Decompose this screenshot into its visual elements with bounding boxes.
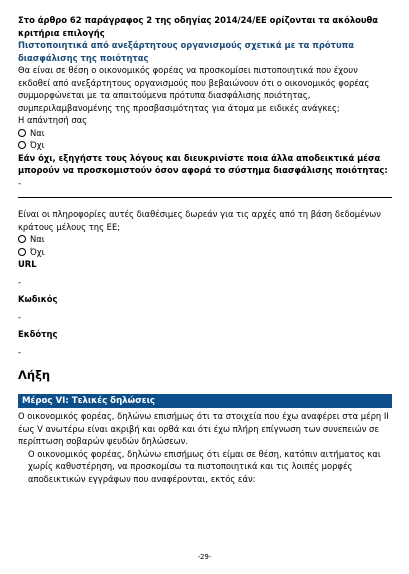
option-label: Ναι	[30, 234, 45, 244]
end-title: Λήξη	[18, 368, 51, 382]
code-label: Κωδικός	[18, 294, 58, 304]
option-label: Όχι	[30, 246, 45, 257]
availability-option-no[interactable]	[18, 246, 392, 259]
answer-label: Η απάντησή σας	[18, 115, 88, 125]
option-no[interactable]	[18, 139, 392, 152]
part6-paragraph-1: Ο οικονομικός φορέας, δηλώνω επισήμως ότι τα στοιχεία που έχω αναφέρει στα μέρη ΙΙ έως V ανωτέρω είναι ακριβή και ορθά και ότι έχω πλήρη επίγνωση των συνεπειών σε περίπτωση σοβαρών ψευδών δηλώσεων.	[18, 411, 389, 446]
if-no-question: Εάν όχι, εξηγήστε τους λόγους και διευκρινίστε ποια άλλα αποδεικτικά μέσα μπορούν να προσκομιστούν όσον αφορά το σύστημα διασφάλισης ποιότητας:	[18, 152, 388, 175]
option-label: Ναι	[30, 127, 45, 138]
issuer-value: -	[18, 346, 22, 357]
availability-option-yes[interactable]	[18, 233, 392, 246]
radio-icon[interactable]	[18, 235, 26, 243]
url-value: -	[18, 276, 22, 287]
issuer-label: Εκδότης	[18, 329, 58, 339]
url-label: URL	[18, 259, 37, 269]
part6-banner: Μέρος VI: Τελικές δηλώσεις	[18, 394, 392, 408]
header-text: Στο άρθρο 62 παράγραφος 2 της οδηγίας 2014/24/ΕΕ ορίζονται τα ακόλουθα κριτήρια επιλογής	[18, 15, 379, 38]
if-no-value: -	[18, 177, 22, 188]
option-label: Όχι	[30, 140, 45, 150]
divider	[18, 197, 392, 198]
option-yes[interactable]	[18, 127, 392, 140]
page-number: -29-	[197, 553, 212, 561]
radio-icon[interactable]	[18, 129, 26, 137]
code-value: -	[18, 311, 22, 322]
certificates-title: Πιστοποιητικά από ανεξάρτητους οργανισμούς σχετικά με τα πρότυπα διασφάλισης της ποιότητας	[18, 40, 355, 63]
part6-paragraph-2: Ο οικονομικός φορέας, δηλώνω επισήμως ότι είμαι σε θέση, κατόπιν αιτήματος και χωρίς καθυστέρηση, να προσκομίσω τα πιστοποιητικά και τις λοιπές μορφές αποδεικτικών εγγράφων που αναφέρονται, εκτός εάν:	[28, 448, 381, 484]
radio-icon[interactable]	[18, 248, 26, 256]
availability-question: Είναι οι πληροφορίες αυτές διαθέσιμες δωρεάν για τις αρχές από τη βάση δεδομένων κράτους μέλους της ΕΕ;	[18, 209, 381, 232]
radio-icon[interactable]	[18, 141, 26, 149]
certificates-question: Θα είναι σε θέση ο οικονομικός φορέας να προσκομίσει πιστοποιητικά που έχουν εκδοθεί από ανεξάρτητους οργανισμούς που βεβαιώνουν ότι ο οικονομικός φορέας συμμορφώνεται με τα απαιτούμενα πρότυπα διασφάλισης ποιότητας, συμπεριλαμβανομένης της προσβασιμότητας για άτομα με ειδικές ανάγκες;	[18, 65, 370, 113]
document-page	[18, 14, 392, 485]
